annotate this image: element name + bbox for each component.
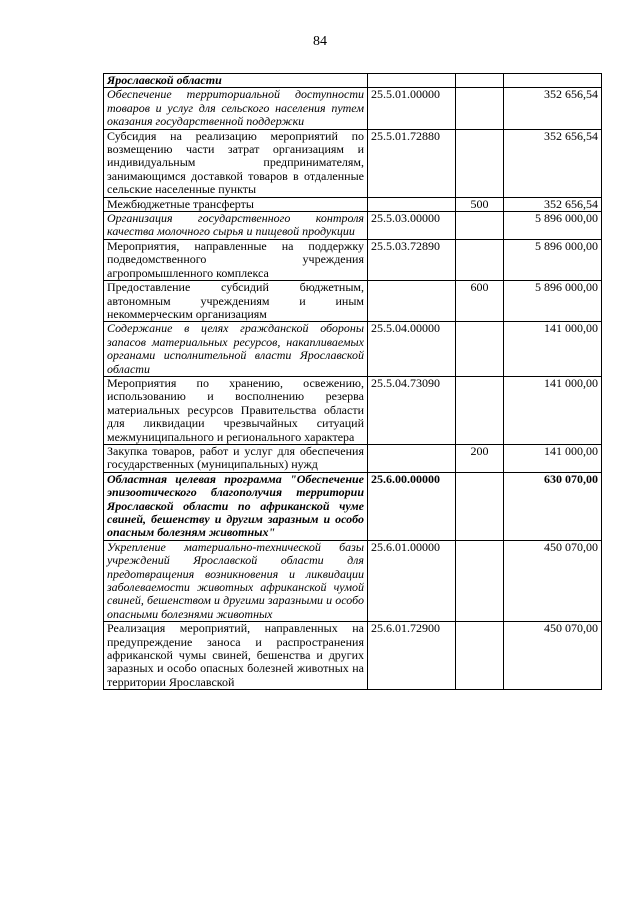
- table-row: [104, 197, 602, 211]
- row-code: [368, 74, 456, 88]
- table-row: [104, 88, 602, 129]
- table-row: [104, 212, 602, 240]
- row-expense-type: 500: [456, 197, 504, 211]
- row-code: 25.5.03.72890: [368, 239, 456, 280]
- table-row: [104, 129, 602, 197]
- row-code: 25.6.00.00000: [368, 472, 456, 540]
- row-code: 25.6.01.00000: [368, 540, 456, 621]
- table-row: [104, 472, 602, 540]
- row-name: Ярославской области: [104, 74, 368, 88]
- row-expense-type: [456, 322, 504, 377]
- row-code: [368, 444, 456, 472]
- row-code: 25.5.03.00000: [368, 212, 456, 240]
- row-sum: 352 656,54: [504, 129, 602, 197]
- row-name: Закупка товаров, работ и услуг для обеспечения государственных (муниципальных) нужд: [104, 444, 368, 472]
- table-row: [104, 74, 602, 88]
- row-sum: 352 656,54: [504, 88, 602, 129]
- row-sum: 5 896 000,00: [504, 239, 602, 280]
- row-name: Содержание в целях гражданской обороны запасов материальных ресурсов, накапливаемых органами исполнительной власти Ярославской области: [104, 322, 368, 377]
- table-row: [104, 376, 602, 444]
- row-sum: 630 070,00: [504, 472, 602, 540]
- row-code: 25.5.04.73090: [368, 376, 456, 444]
- row-expense-type: 600: [456, 281, 504, 322]
- row-expense-type: [456, 74, 504, 88]
- row-expense-type: [456, 376, 504, 444]
- row-expense-type: 200: [456, 444, 504, 472]
- row-name: Предоставление субсидий бюджетным, автономным учреждениям и иным некоммерческим организациям: [104, 281, 368, 322]
- row-sum: 450 070,00: [504, 540, 602, 621]
- table-row: [104, 322, 602, 377]
- row-expense-type: [456, 239, 504, 280]
- row-expense-type: [456, 212, 504, 240]
- budget-table-body: [104, 74, 602, 690]
- row-sum: [504, 74, 602, 88]
- row-sum: 5 896 000,00: [504, 212, 602, 240]
- row-code: [368, 197, 456, 211]
- table-row: [104, 540, 602, 621]
- row-code: [368, 281, 456, 322]
- row-name: Субсидия на реализацию мероприятий по возмещению части затрат организациям и индивидуальным предпринимателям, занимающимся доставкой товаров в отдаленные сельские населенные пункты: [104, 129, 368, 197]
- row-name: Организация государственного контроля качества молочного сырья и пищевой продукции: [104, 212, 368, 240]
- row-name: Областная целевая программа "Обеспечение эпизоотического благополучия территории Ярославской области по африканской чуме свиней, бешенству и другим заразным и особо опасным болезням животных": [104, 472, 368, 540]
- table-row: [104, 239, 602, 280]
- row-expense-type: [456, 88, 504, 129]
- row-expense-type: [456, 540, 504, 621]
- row-name: Межбюджетные трансферты: [104, 197, 368, 211]
- page-number: 84: [313, 34, 327, 49]
- row-name: Обеспечение территориальной доступности товаров и услуг для сельского населения путем оказания государственной поддержки: [104, 88, 368, 129]
- row-expense-type: [456, 622, 504, 690]
- budget-table: [103, 73, 602, 690]
- row-name: Реализация мероприятий, направленных на предупреждение заноса и распространения африканской чумы свиней, бешенства и других заразных и особо опасных болезней животных на территории Ярославской: [104, 622, 368, 690]
- row-code: 25.5.04.00000: [368, 322, 456, 377]
- row-sum: 352 656,54: [504, 197, 602, 211]
- row-sum: 141 000,00: [504, 322, 602, 377]
- row-sum: 141 000,00: [504, 444, 602, 472]
- row-code: 25.5.01.00000: [368, 88, 456, 129]
- table-row: [104, 444, 602, 472]
- row-name: Мероприятия, направленные на поддержку подведомственного учреждения агропромышленного комплекса: [104, 239, 368, 280]
- row-sum: 5 896 000,00: [504, 281, 602, 322]
- row-code: 25.6.01.72900: [368, 622, 456, 690]
- row-expense-type: [456, 472, 504, 540]
- row-name: Мероприятия по хранению, освежению, использованию и восполнению резерва материальных ресурсов Правительства области для ликвидации чрезвычайных ситуаций межмуниципального и регионального характера: [104, 376, 368, 444]
- table-row: [104, 622, 602, 690]
- row-expense-type: [456, 129, 504, 197]
- row-name: Укрепление материально-технической базы учреждений Ярославской области для предотвращения возникновения и ликвидации заболеваемости животных африканской чумой свиней, бешенством и другими заразными и особо опасными болезнями животных: [104, 540, 368, 621]
- row-code: 25.5.01.72880: [368, 129, 456, 197]
- row-sum: 141 000,00: [504, 376, 602, 444]
- table-row: [104, 281, 602, 322]
- row-sum: 450 070,00: [504, 622, 602, 690]
